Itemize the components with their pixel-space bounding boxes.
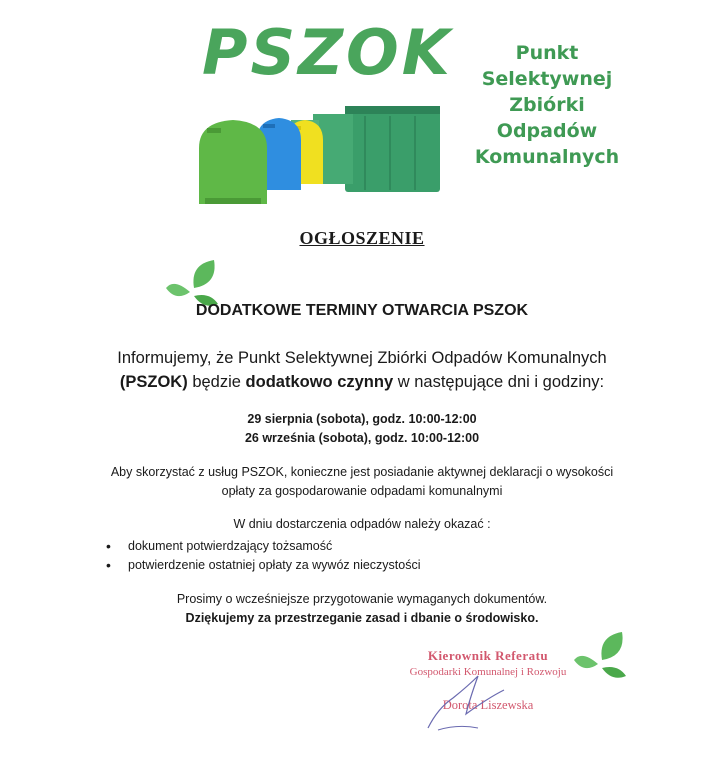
logo-subtitle xyxy=(462,40,632,170)
green-bin-icon xyxy=(199,120,267,204)
required-documents-list xyxy=(106,537,421,575)
intro-text: będzie xyxy=(187,373,246,391)
stamp-title: Kierownik Referatu xyxy=(427,648,549,663)
closing-line: Prosimy o wcześniejsze przygotowanie wymaganych dokumentów. xyxy=(176,592,548,606)
thanks-line: Dziękujemy za przestrzeganie zasad i dbanie o środowisko. xyxy=(185,611,539,625)
intro-text: w następujące dni i godziny: xyxy=(393,373,605,391)
required-documents-heading: W dniu dostarczenia odpadów należy okazać : xyxy=(233,517,491,531)
recycling-bins-illustration xyxy=(195,100,465,210)
handwritten-signature xyxy=(408,668,538,738)
pszok-abbreviation: (PSZOK) xyxy=(119,373,188,391)
pszok-logo-word: PSZOK xyxy=(202,16,453,89)
list-item: • potwierdzenie ostatniej opłaty za wywóz nieczystości xyxy=(106,556,421,575)
logo-subtitle-line: Komunalnych xyxy=(474,146,620,168)
leaf-icon xyxy=(164,258,222,308)
list-item: • dokument potwierdzający tożsamość xyxy=(106,537,421,556)
declaration-notice xyxy=(80,463,644,501)
closing-paragraph xyxy=(0,590,724,628)
logo-subtitle-line: Selektywnej xyxy=(481,68,613,90)
stamp-department: Gospodarki Komunalnej i Rozwoju xyxy=(409,666,567,678)
leaf-icon xyxy=(574,632,630,682)
intro-line xyxy=(60,370,664,394)
stamp-name: Dorota Liszewska xyxy=(442,698,534,712)
opening-date: 29 sierpnia (sobota), godz. 10:00-12:00 xyxy=(247,412,477,426)
opening-dates xyxy=(0,410,724,448)
logo-subtitle-line: Punkt xyxy=(515,42,579,64)
intro-line: Informujemy, że Punkt Selektywnej Zbiórki Odpadów Komunalnych xyxy=(117,349,607,367)
intro-emphasis: dodatkowo czynny xyxy=(245,373,394,391)
logo-subtitle-line: Zbiórki xyxy=(509,94,585,116)
intro-paragraph xyxy=(60,346,664,394)
logo-subtitle-line: Odpadów xyxy=(496,120,598,142)
announcement-subtitle: DODATKOWE TERMINY OTWARCIA PSZOK xyxy=(195,302,529,319)
announcement-title: OGŁOSZENIE xyxy=(299,228,425,248)
opening-date: 26 września (sobota), godz. 10:00-12:00 xyxy=(244,431,480,445)
notice-line: opłaty za gospodarowanie odpadami komunalnymi xyxy=(221,484,503,498)
notice-line: Aby skorzystać z usług PSZOK, konieczne jest posiadanie aktywnej deklaracji o wysokości xyxy=(110,465,614,479)
